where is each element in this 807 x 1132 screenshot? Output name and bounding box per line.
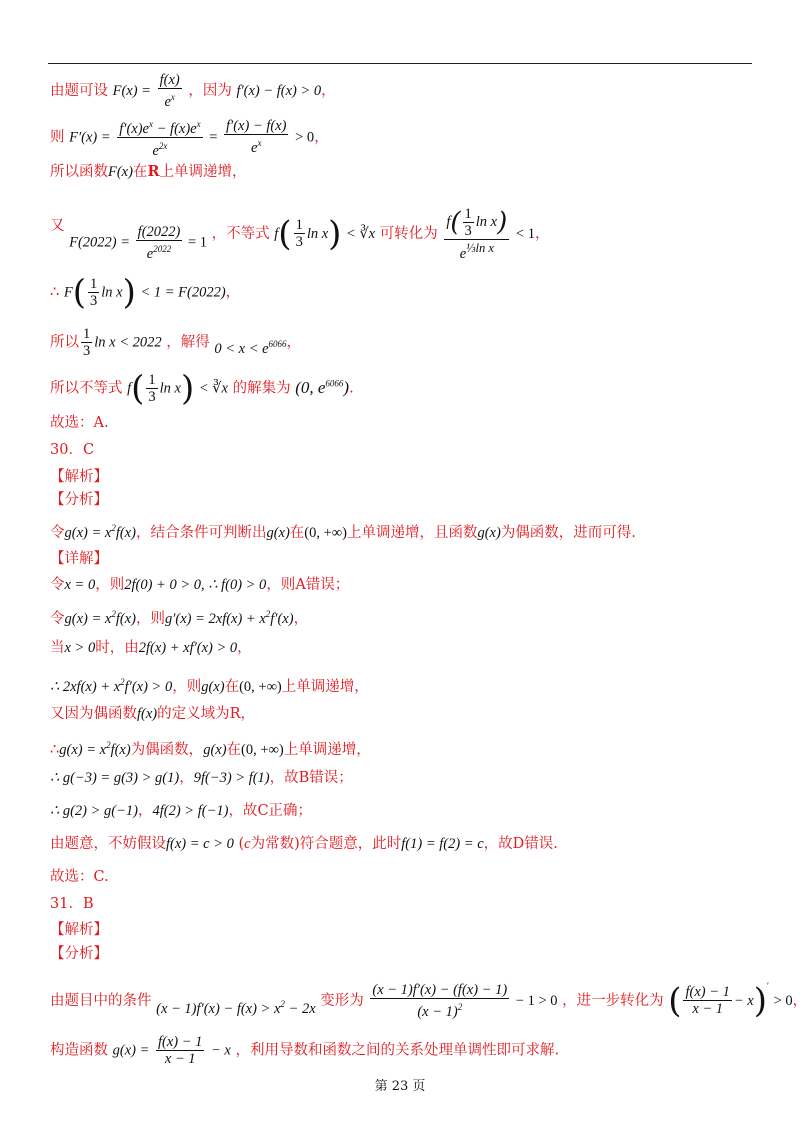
section-detail: 【详解】: [50, 551, 108, 567]
line-16: 当x > 0时，由2f(x) + xf′(x) > 0，: [50, 640, 252, 656]
line-5: ∴ F( $\frac{1}{3}$ ln x) < 1 = F(2022)，: [50, 272, 241, 313]
line-6: 所以 $\frac{1}{3}$ ln x < 2022 ，解得 $0 < x < e^{6066}$，: [50, 326, 302, 359]
header-rule: [48, 63, 752, 64]
line-1: 由题可设 F(x) = $\frac{f(x)}{e^x}$ ，因为 f′(x) − f(x) > 0，: [50, 72, 336, 110]
fraction: $\frac{(x - 1)f'(x) - (f(x) - 1)}{(x - 1)^2}$: [372, 982, 508, 1020]
line-3: 所以函数F(x)在R上单调递增，: [50, 163, 247, 180]
page-number: 第 23 页: [374, 1079, 426, 1094]
fraction: $\frac{f'(x) - f(x)}{e^x}$: [226, 118, 287, 157]
line-7: 所以不等式 f( $\frac{1}{3}$ ln x) < ∛x 的解集为 (0, $e^{6066}$).: [50, 368, 354, 409]
section-analysis: 【解析】: [50, 469, 108, 485]
line-23: 故选：C.: [50, 869, 109, 885]
section-fenxi: 【分析】: [50, 492, 108, 508]
fraction: f( $\frac{1}{3}$ ln x) $e^{\frac{1}{3}ln x}$: [446, 206, 508, 262]
line-4: 又 F(2022) = $\frac{f(2022)}{e^{2022}}$ = 1 ，不等式 f( $\frac{1}{3}$ ln x) < ∛x 可转化为 f( $\frac{1}{3}$ ln x) $e^{\frac{1}{3}ln x}$ < 1，: [50, 206, 550, 262]
line-15: 令$g(x) = x^2f(x)$，则$g'(x) = 2xf(x) + x^2f'(x)$，: [50, 609, 309, 627]
line-14: 令x = 0，则2f(0) + 0 > 0, ∴ f(0) > 0，则A错误；: [50, 577, 350, 593]
question-31-answer: 31．B: [50, 896, 94, 912]
line-18: 又因为偶函数f(x)的定义域为R，: [50, 706, 256, 722]
line-21: ∴ g(2) > g(−1)，4f(2) > f(−1)，故C正确；: [50, 803, 313, 819]
fraction: $\frac{f'(x)e^x - f(x)e^x}{e^{2x}}$: [117, 116, 202, 159]
line-27: 由题目中的条件 $(x - 1)f'(x) - f(x) > x^2 - 2x$ 变形为 $\frac{(x - 1)f'(x) - (f(x) - 1)}{(x - 1)^2}$ − 1 > 0 ，进一步转化为 ( $\frac{f(x) - 1}{x - 1}$ − x)′ > 0，: [50, 980, 807, 1021]
line-12: 令$g(x) = x^2f(x)$，结合条件可判断出g(x)在(0, +∞)上单调递增，且函数g(x)为偶函数，进而可得.: [50, 523, 636, 541]
fraction: $\frac{f(x)}{e^x}$: [159, 72, 180, 110]
formula: F′(x) =: [69, 129, 111, 146]
line-17: ∴ $2xf(x) + x^2f'(x) > 0$，则g(x)在(0, +∞)上单调递增，: [50, 677, 369, 695]
section-fenxi-2: 【分析】: [50, 946, 108, 962]
fraction: $\frac{f(2022)}{e^{2022}}$: [137, 223, 181, 262]
formula: f′(x) − f(x) > 0: [236, 82, 322, 99]
text: 由题可设: [50, 82, 108, 99]
text: ，因为: [188, 82, 232, 99]
line-19: ∴g(x) = $x^2f(x)$为偶函数，g(x)在(0, +∞)上单调递增，: [50, 740, 371, 758]
line-22: 由题意，不妨假设f(x) = c > 0 (c为常数)符合题意，此时f(1) = f(2) = c，故D错误.: [50, 836, 558, 852]
question-30-answer: 30．C: [50, 442, 95, 458]
line-20: ∴ g(−3) = g(3) > g(1)，9f(−3) > f(1)，故B错误；: [50, 770, 353, 786]
line-8: 故选：A.: [50, 415, 109, 431]
section-analysis-2: 【解析】: [50, 922, 108, 938]
fraction: $\frac{f(x) - 1}{x - 1}$: [157, 1034, 203, 1067]
line-28: 构造函数 g(x) = $\frac{f(x) - 1}{x - 1}$ − x ，利用导数和函数之间的关系处理单调性即可求解.: [50, 1034, 560, 1067]
formula: F(x) =: [112, 82, 151, 99]
text: 则: [50, 129, 65, 146]
line-2: 则 F′(x) = $\frac{f'(x)e^x - f(x)e^x}{e^{2x}}$ = $\frac{f'(x) - f(x)}{e^x}$ > 0，: [50, 116, 329, 159]
